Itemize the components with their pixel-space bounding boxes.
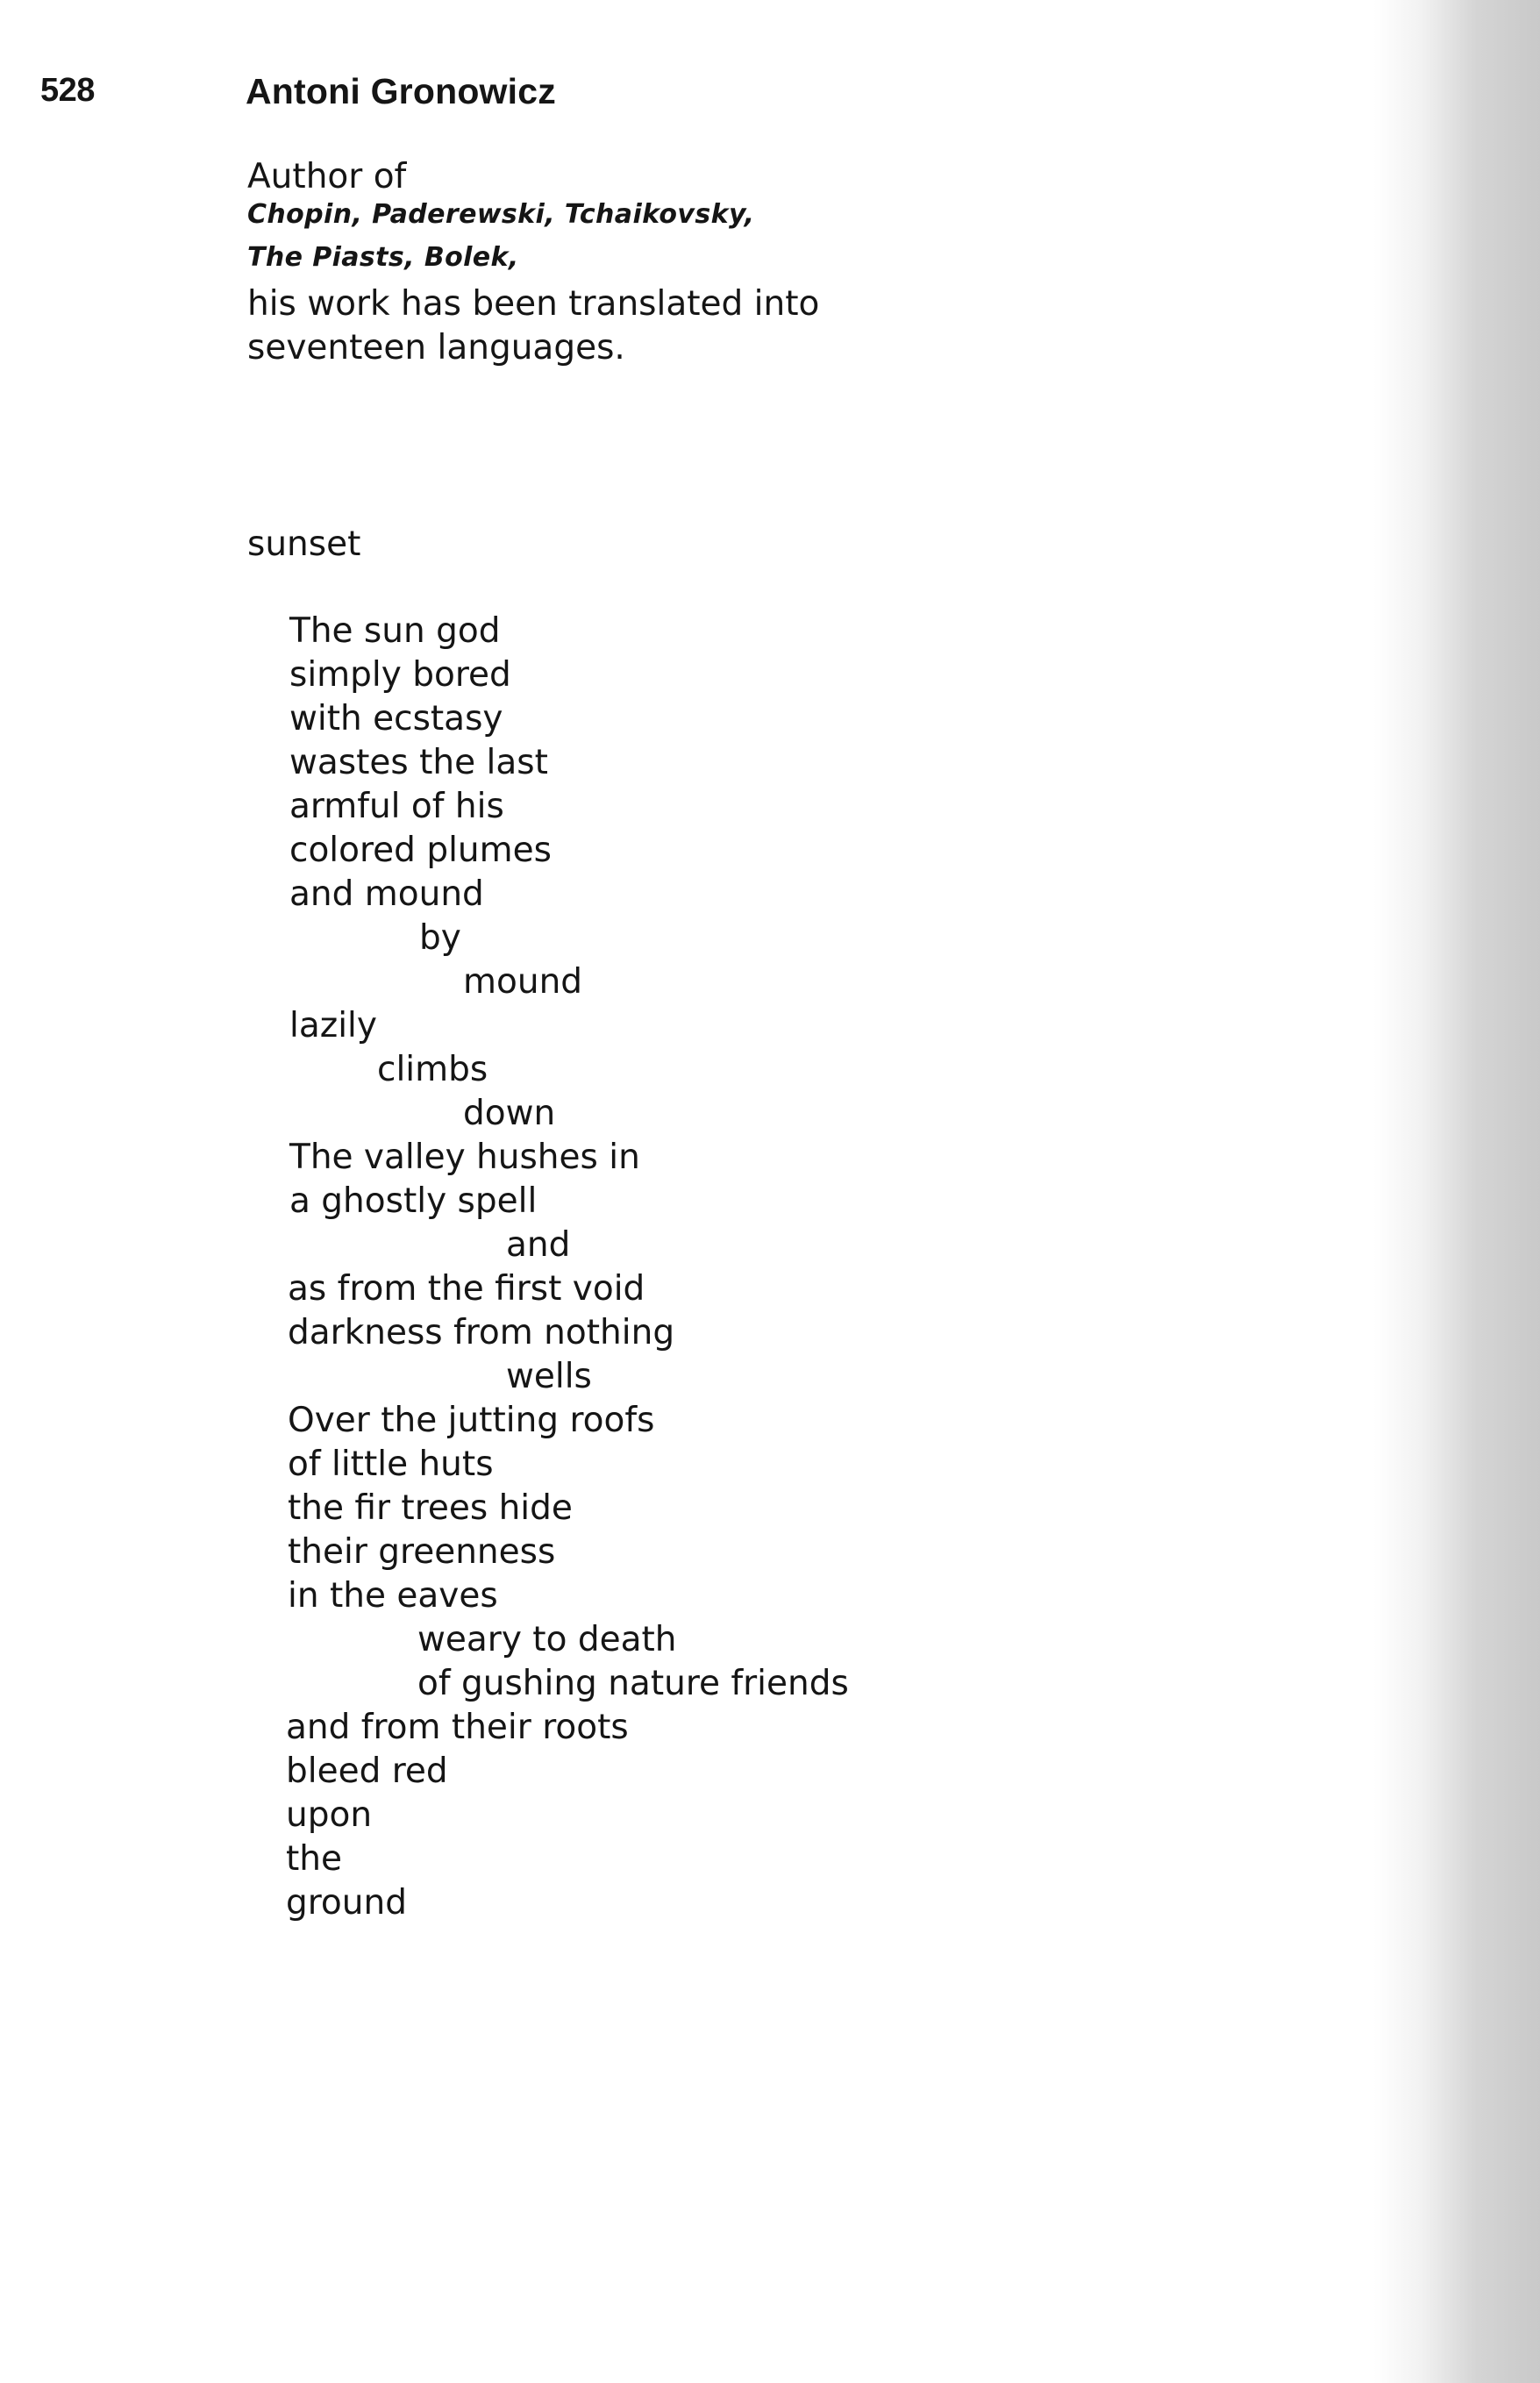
bio-line: his work has been translated into — [247, 284, 820, 324]
poem-line: mound — [463, 962, 583, 1002]
poem-line: and — [506, 1225, 571, 1265]
poem-line: Over the jutting roofs — [288, 1401, 655, 1440]
poem-title: sunset — [247, 524, 361, 564]
poem-line: darkness from nothing — [288, 1313, 675, 1352]
poem-line: ground — [286, 1883, 407, 1923]
bio-works-line: The Piasts, Bolek, — [247, 242, 519, 273]
poem-line: wells — [506, 1357, 592, 1396]
poem-line: down — [463, 1094, 556, 1133]
poem-line: with ecstasy — [289, 699, 503, 738]
bio-line: Author of — [247, 157, 407, 196]
poem-line: climbs — [377, 1050, 488, 1089]
poem-line: wastes the last — [289, 743, 548, 782]
poem-line: a ghostly spell — [289, 1181, 538, 1221]
poem-line: armful of his — [289, 787, 504, 826]
poem-line: weary to death — [417, 1620, 677, 1659]
bio-works-line: Chopin, Paderewski, Tchaikovsky, — [247, 199, 755, 230]
poem-line: colored plumes — [289, 831, 552, 870]
poem-line: the fir trees hide — [288, 1488, 573, 1528]
poem-line: upon — [286, 1795, 373, 1835]
poem-line: by — [419, 918, 461, 958]
poem-line: their greenness — [288, 1532, 556, 1572]
poem-line: in the eaves — [288, 1576, 498, 1616]
poem-line: bleed red — [286, 1752, 448, 1791]
page-number: 528 — [40, 72, 95, 109]
poem-line: simply bored — [289, 655, 511, 695]
poem-line: and mound — [289, 874, 484, 914]
poem-line: and from their roots — [286, 1708, 629, 1747]
author-heading: Antoni Gronowicz — [246, 71, 556, 111]
poem-line: as from the first void — [288, 1269, 645, 1309]
bio-line: seventeen languages. — [247, 328, 625, 367]
poem-line: the — [286, 1839, 343, 1879]
poem-line: lazily — [289, 1006, 377, 1045]
poem-line: The sun god — [289, 611, 501, 651]
poem-line: The valley hushes in — [289, 1138, 640, 1177]
poem-line: of little huts — [288, 1445, 494, 1484]
poem-line: of gushing nature friends — [417, 1664, 849, 1703]
page-edge-shadow — [1373, 0, 1540, 2383]
